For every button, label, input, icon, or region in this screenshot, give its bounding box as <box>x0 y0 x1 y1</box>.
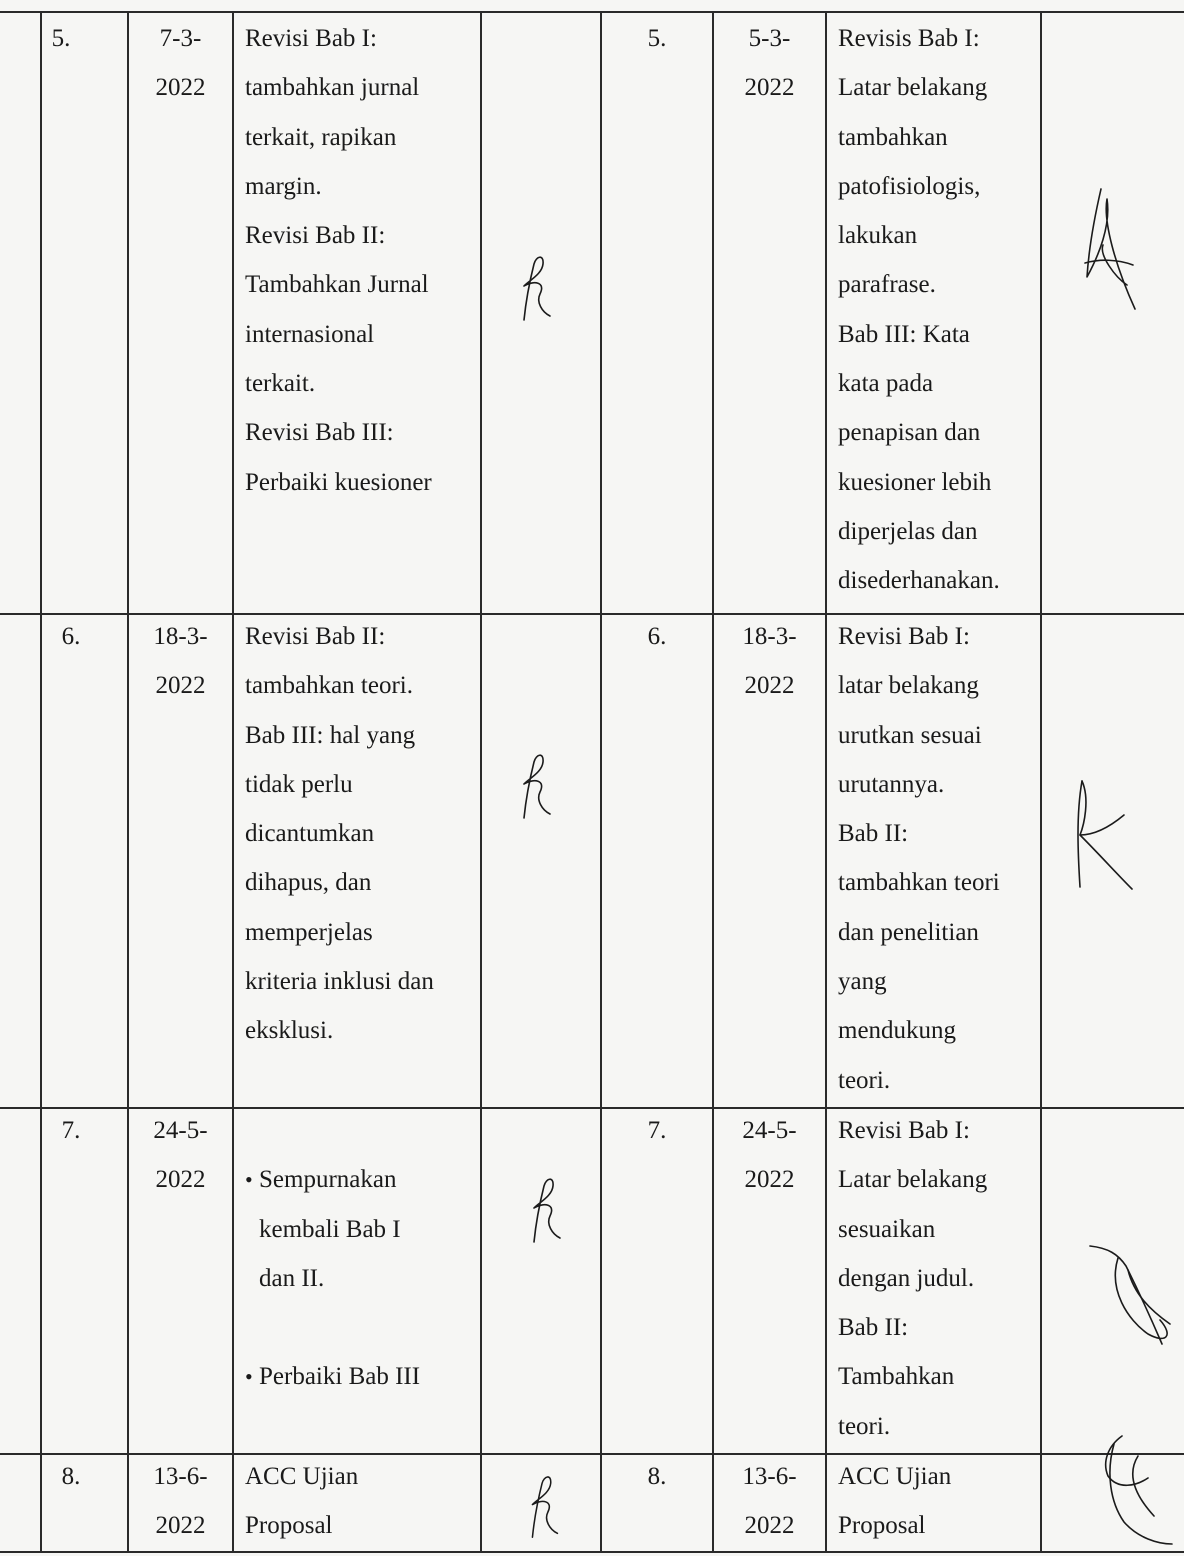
signature-supervisor-2 <box>1068 775 1138 895</box>
revision-bullet-list <box>245 1106 479 1451</box>
row-date: 13-6- 2022 <box>153 1463 208 1540</box>
bullet-item: • Perbaiki Bab III <box>245 1352 479 1401</box>
row-date: 18-3- 2022 <box>153 623 208 700</box>
signature-supervisor-2 <box>1075 185 1150 315</box>
revision-notes: Revisi Bab I: Latar belakang sesuaikan dengan judul. Bab II: Tambahkan teori. <box>838 1117 988 1440</box>
revision-notes: Revisi Bab I: tambahkan jurnal terkait, rapikan margin. Revisi Bab II: Tambahkan Jurnal internasional terkait. Revisi Bab III: Perbaiki kuesioner <box>245 25 432 496</box>
revision-notes: Revisis Bab I: Latar belakang tambahkan patofisiologis, lakukan parafrase. Bab III: Kata kata pada penapisan dan kuesioner lebih diperjelas dan disederhanakan. <box>838 25 1000 595</box>
row-number: 6. <box>647 623 667 650</box>
signature-supervisor-1 <box>510 748 560 823</box>
row-date: 5-3- 2022 <box>744 25 795 102</box>
row-date: 24-5- 2022 <box>742 1117 797 1194</box>
revision-notes: Revisi Bab I: latar belakang urutkan sesuai urutannya. Bab II: tambahkan teori dan penelitian yang mendukung teori. <box>838 623 1000 1094</box>
row-number: 6. <box>61 623 81 650</box>
signature-supervisor-1 <box>518 1470 568 1542</box>
revision-notes: ACC Ujian Proposal <box>245 1463 359 1540</box>
row-number: 5. <box>647 25 667 52</box>
signature-supervisor-1 <box>510 250 560 325</box>
row-date: 18-3- 2022 <box>742 623 797 700</box>
revision-notes: ACC Ujian Proposal <box>838 1463 952 1540</box>
signature-supervisor-2 <box>1088 1432 1180 1550</box>
signature-supervisor-2 <box>1088 1240 1180 1355</box>
row-date: 7-3- 2022 <box>155 25 206 102</box>
row-number: 8. <box>647 1463 667 1490</box>
row-date: 24-5- 2022 <box>153 1117 208 1194</box>
row-number: 8. <box>61 1463 81 1490</box>
row-number: 7. <box>647 1117 667 1144</box>
row-number: 7. <box>61 1117 81 1144</box>
row-date: 13-6- 2022 <box>742 1463 797 1540</box>
row-number: 5. <box>51 25 71 52</box>
signature-supervisor-1 <box>520 1172 570 1247</box>
revision-notes: Revisi Bab II: tambahkan teori. Bab III: hal yang tidak perlu dicantumkan dihapus, dan memperjelas kriteria inklusi dan eksklusi. <box>245 623 434 1045</box>
bullet-item: • Sempurnakan kembali Bab I dan II. <box>245 1155 479 1303</box>
